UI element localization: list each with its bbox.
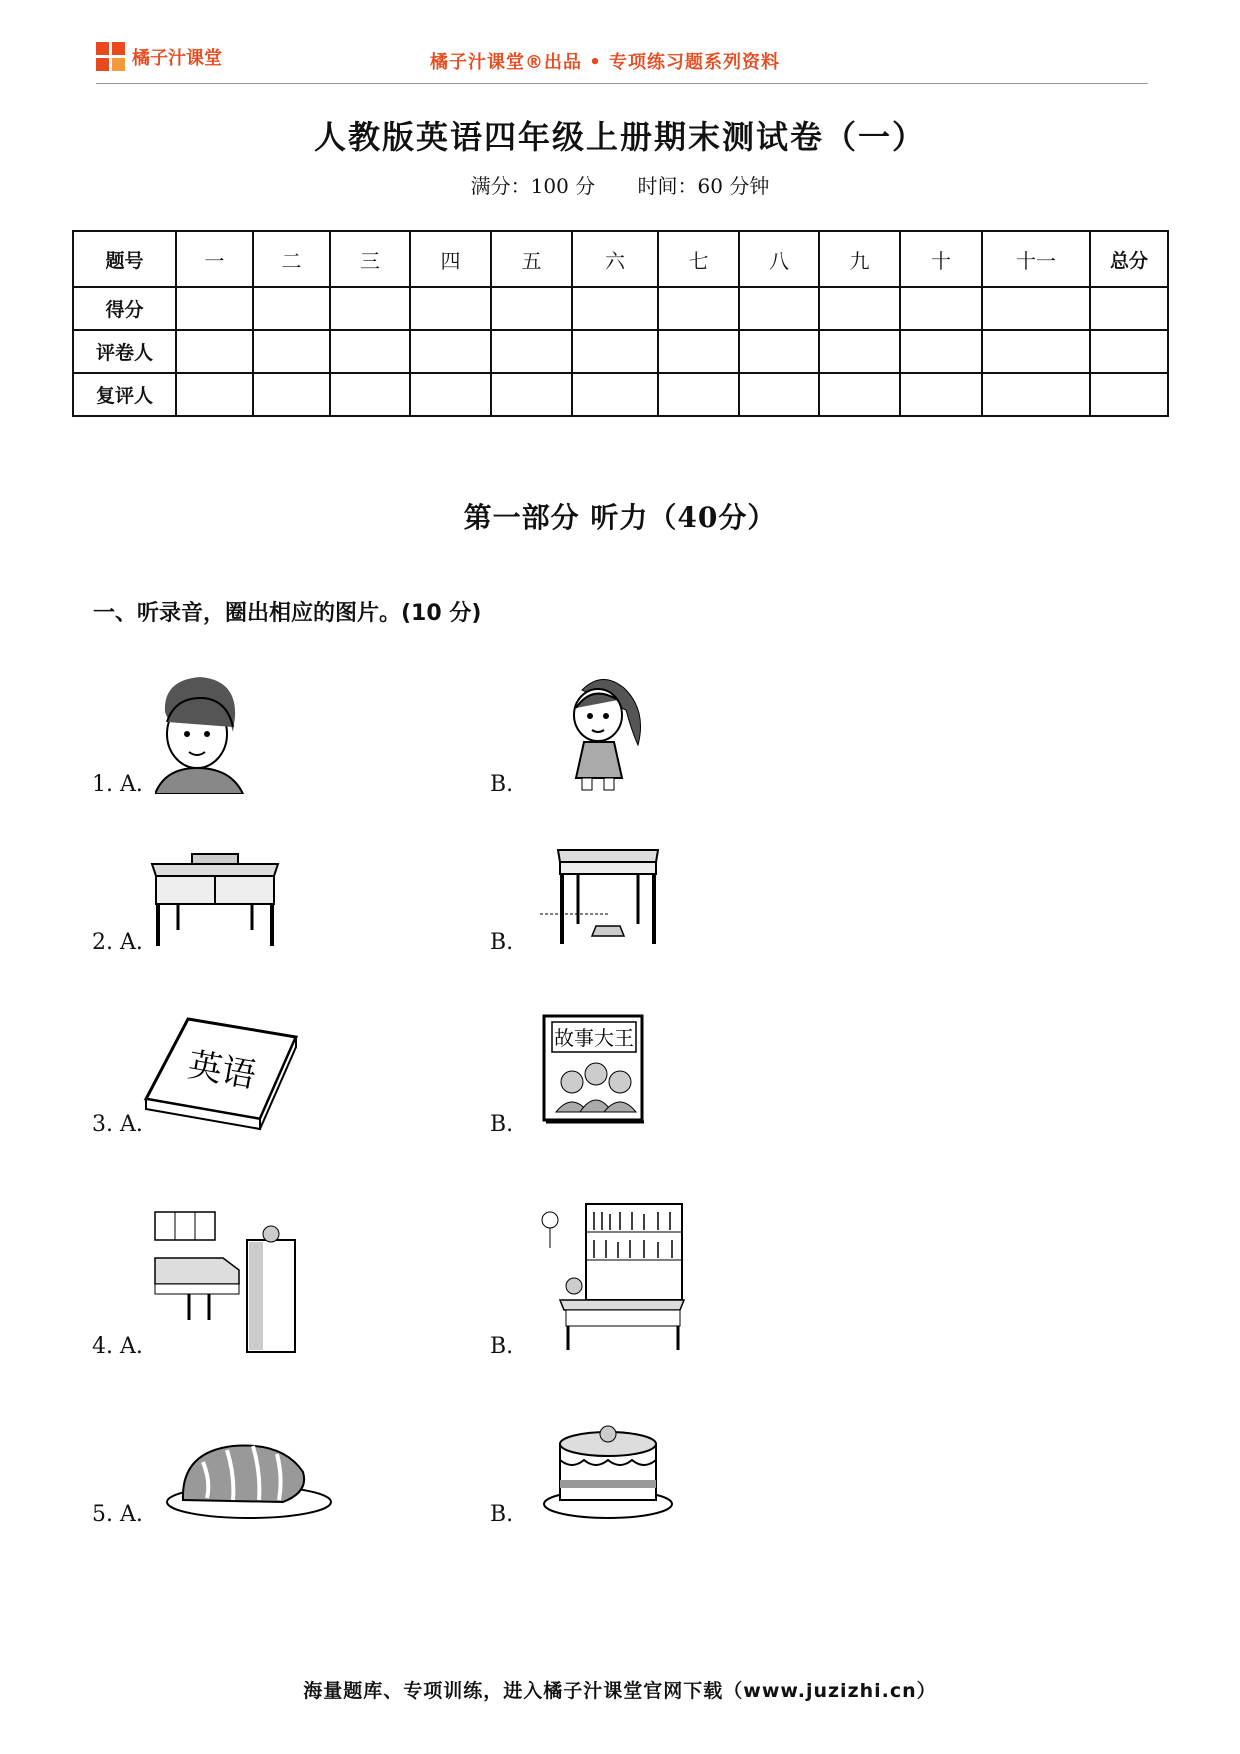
column-header: 二 — [253, 231, 330, 287]
book-under-desk-icon[interactable] — [538, 844, 664, 946]
column-header: 一 — [176, 231, 253, 287]
option-label: B. — [490, 930, 514, 955]
girl-icon[interactable] — [552, 670, 652, 792]
book-title: 英语 — [184, 1045, 259, 1097]
english-book-icon[interactable] — [142, 1015, 298, 1133]
column-header: 四 — [410, 231, 491, 287]
brand-logo — [96, 42, 222, 72]
option-label: 4. A. — [92, 1334, 143, 1359]
option-label: 2. A. — [92, 930, 143, 955]
column-header: 总分 — [1090, 231, 1168, 287]
page-title: 人教版英语四年级上册期末测试卷（一） — [313, 118, 926, 156]
column-header: 七 — [658, 231, 739, 287]
header-tagline: 橘子汁课堂®出品 • 专项练习题系列资料 — [430, 52, 781, 73]
column-header: 三 — [330, 231, 410, 287]
header-divider — [96, 83, 1148, 84]
bread-icon[interactable] — [163, 1432, 335, 1522]
row-label: 题号 — [73, 231, 176, 287]
column-header: 九 — [819, 231, 900, 287]
option-label: B. — [490, 1112, 514, 1137]
row-label: 得分 — [73, 287, 176, 330]
book-on-desk-icon[interactable] — [148, 850, 282, 948]
brand-name: 橘子汁课堂 — [132, 48, 222, 69]
full-score: 满分：100 分 — [470, 174, 596, 198]
option-label: B. — [490, 772, 514, 797]
boy-icon[interactable] — [155, 672, 245, 794]
option-label: B. — [490, 1334, 514, 1359]
study-room-icon[interactable] — [540, 1202, 688, 1352]
option-label: 5. A. — [92, 1502, 143, 1527]
storybook-icon[interactable] — [540, 1012, 650, 1128]
option-label: 1. A. — [92, 772, 143, 797]
question-heading: 一、听录音，圈出相应的图片。(10 分) — [93, 601, 482, 626]
column-header: 八 — [739, 231, 819, 287]
book-title: 故事大王 — [554, 1026, 634, 1050]
option-label: B. — [490, 1502, 514, 1527]
column-header: 十一 — [982, 231, 1090, 287]
logo-icon — [96, 42, 126, 72]
score-table — [72, 230, 1169, 417]
column-header: 五 — [491, 231, 572, 287]
exam-info — [0, 170, 1240, 199]
row-label: 复评人 — [73, 373, 176, 416]
cake-icon[interactable] — [540, 1414, 676, 1522]
exam-time: 时间：60 分钟 — [637, 174, 770, 198]
column-header: 十 — [900, 231, 982, 287]
table-row — [73, 373, 1168, 416]
footer-text: 海量题库、专项训练，进入橘子汁课堂官网下载（www.juzizhi.cn） — [303, 1680, 937, 1702]
kitchen-icon[interactable] — [153, 1210, 299, 1354]
table-row — [73, 330, 1168, 373]
table-header-row — [73, 231, 1168, 287]
table-row — [73, 287, 1168, 330]
column-header: 六 — [572, 231, 658, 287]
row-label: 评卷人 — [73, 330, 176, 373]
option-label: 3. A. — [92, 1112, 143, 1137]
section-title: 第一部分 听力（40分） — [463, 501, 777, 534]
